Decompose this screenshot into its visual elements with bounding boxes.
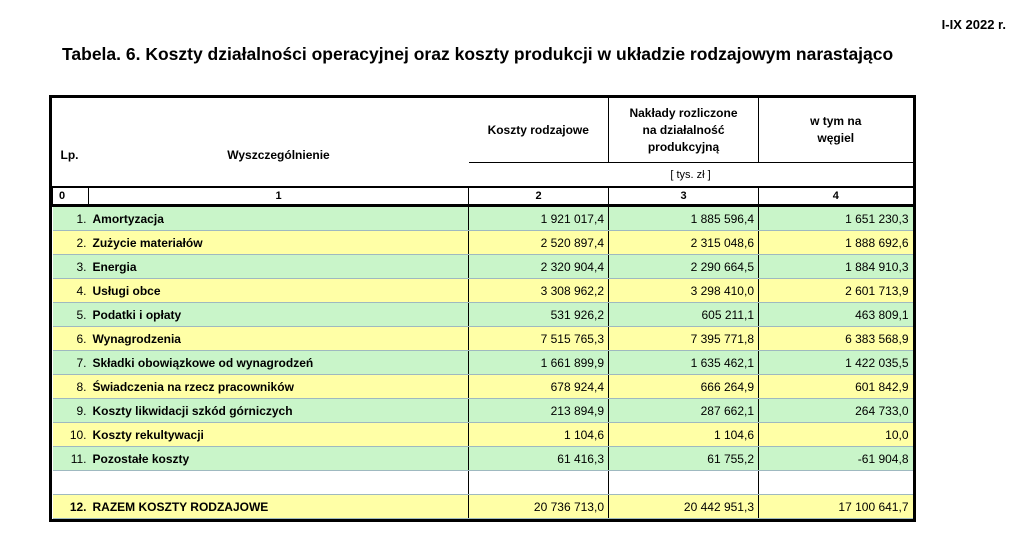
column-header-lp: Lp. — [60, 147, 79, 162]
costs-value: 61 416,3 — [469, 447, 609, 471]
column-header-production: Nakłady rozliczone na działalność produkcyjną — [609, 98, 759, 163]
cost-table — [52, 98, 913, 519]
column-header-name: Wyszczególnienie — [227, 147, 330, 162]
row-label: Zużycie materiałów — [89, 231, 469, 255]
coal-value: 6 383 568,9 — [759, 327, 913, 351]
production-value: 605 211,1 — [609, 303, 759, 327]
row-number: 5. — [53, 303, 89, 327]
unit-label: [ tys. zł ] — [469, 163, 913, 187]
table-row — [53, 399, 913, 423]
costs-value: 1 921 017,4 — [469, 206, 609, 231]
coal-value: 1 422 035,5 — [759, 351, 913, 375]
table-body — [53, 206, 913, 471]
costs-value: 7 515 765,3 — [469, 327, 609, 351]
coal-value: 1 888 692,6 — [759, 231, 913, 255]
row-label: Podatki i opłaty — [89, 303, 469, 327]
total-row — [53, 495, 913, 519]
column-number: 0 — [53, 187, 89, 206]
row-label: RAZEM KOSZTY RODZAJOWE — [89, 495, 469, 519]
table-row — [53, 303, 913, 327]
row-label: Świadczenia na rzecz pracowników — [89, 375, 469, 399]
row-number: 3. — [53, 255, 89, 279]
row-number: 7. — [53, 351, 89, 375]
costs-value: 531 926,2 — [469, 303, 609, 327]
report-period: I-IX 2022 r. — [941, 17, 1006, 32]
row-number: 4. — [53, 279, 89, 303]
row-number: 9. — [53, 399, 89, 423]
production-value: 2 290 664,5 — [609, 255, 759, 279]
row-label: Usługi obce — [89, 279, 469, 303]
column-number: 1 — [89, 187, 469, 206]
row-label: Składki obowiązkowe od wynagrodzeń — [89, 351, 469, 375]
row-number: 12. — [53, 495, 89, 519]
row-label: Energia — [89, 255, 469, 279]
total-coal-value: 17 100 641,7 — [759, 495, 913, 519]
costs-value: 3 308 962,2 — [469, 279, 609, 303]
production-value: 1 885 596,4 — [609, 206, 759, 231]
table-row — [53, 279, 913, 303]
coal-value: 264 733,0 — [759, 399, 913, 423]
production-value: 61 755,2 — [609, 447, 759, 471]
row-number: 8. — [53, 375, 89, 399]
row-label: Koszty likwidacji szkód górniczych — [89, 399, 469, 423]
costs-value: 1 661 899,9 — [469, 351, 609, 375]
coal-value: 10,0 — [759, 423, 913, 447]
table-row — [53, 423, 913, 447]
column-number: 2 — [469, 187, 609, 206]
table-row — [53, 206, 913, 231]
production-value: 1 104,6 — [609, 423, 759, 447]
coal-value: -61 904,8 — [759, 447, 913, 471]
column-header-coal: w tym na węgiel — [810, 114, 862, 146]
table-row — [53, 375, 913, 399]
costs-value: 678 924,4 — [469, 375, 609, 399]
production-value: 666 264,9 — [609, 375, 759, 399]
production-value: 1 635 462,1 — [609, 351, 759, 375]
table-row — [53, 351, 913, 375]
costs-value: 1 104,6 — [469, 423, 609, 447]
row-number: 1. — [53, 206, 89, 231]
table-row — [53, 447, 913, 471]
row-label: Amortyzacja — [89, 206, 469, 231]
total-costs-value: 20 736 713,0 — [469, 495, 609, 519]
row-number: 6. — [53, 327, 89, 351]
costs-value: 213 894,9 — [469, 399, 609, 423]
total-production-value: 20 442 951,3 — [609, 495, 759, 519]
column-header-costs: Koszty rodzajowe — [469, 98, 609, 163]
row-label: Pozostałe koszty — [89, 447, 469, 471]
column-number: 4 — [759, 187, 913, 206]
row-label: Koszty rekultywacji — [89, 423, 469, 447]
row-number: 11. — [53, 447, 89, 471]
costs-value: 2 520 897,4 — [469, 231, 609, 255]
table-title: Tabela. 6. Koszty działalności operacyjnej oraz koszty produkcji w układzie rodzajowym narastająco — [62, 44, 894, 64]
coal-value: 601 842,9 — [759, 375, 913, 399]
table-footer — [53, 471, 913, 519]
coal-value: 1 884 910,3 — [759, 255, 913, 279]
row-label: Wynagrodzenia — [89, 327, 469, 351]
production-value: 287 662,1 — [609, 399, 759, 423]
row-number: 10. — [53, 423, 89, 447]
coal-value: 1 651 230,3 — [759, 206, 913, 231]
production-value: 3 298 410,0 — [609, 279, 759, 303]
row-number: 2. — [53, 231, 89, 255]
coal-value: 463 809,1 — [759, 303, 913, 327]
production-value: 7 395 771,8 — [609, 327, 759, 351]
coal-value: 2 601 713,9 — [759, 279, 913, 303]
table-row — [53, 255, 913, 279]
costs-value: 2 320 904,4 — [469, 255, 609, 279]
table-row — [53, 327, 913, 351]
production-value: 2 315 048,6 — [609, 231, 759, 255]
table-row — [53, 231, 913, 255]
column-number: 3 — [609, 187, 759, 206]
